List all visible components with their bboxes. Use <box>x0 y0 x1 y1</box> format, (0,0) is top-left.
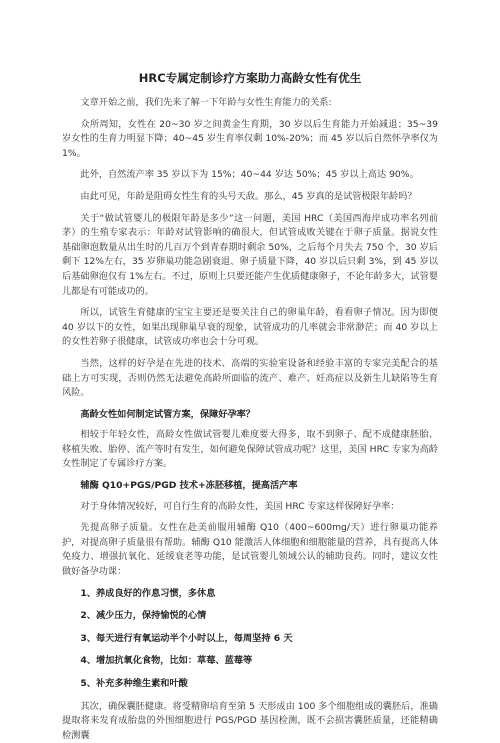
section-heading: 辅酶 Q10+PGS/PGD 技术+冻胚移植，提高活产率 <box>80 480 298 492</box>
list-item: 2、减少压力，保持愉悦的心情 <box>80 610 207 622</box>
list-item: 1、养成良好的作息习惯，多休息 <box>80 587 216 599</box>
paragraph: 文章开始之前，我们先来了解一下年龄与女性生育能力的关系: <box>80 97 332 108</box>
paragraph: 此外，自然流产率 35 岁以下为 15%；40~44 岁达 50%；45 岁以上高达 90%。 <box>80 169 419 181</box>
list-item: 4、增加抗氧化食物，比如：草莓、蓝莓等 <box>80 655 253 667</box>
document-title: HRC专属定制诊疗方案助力高龄女性有优生 <box>138 71 362 85</box>
paragraph: 先提高卵子质量。女性在赴美前服用辅酶 Q10（400~600mg/天）进行卵巢功能养护，对提高卵子质量很有帮助。辅酶 Q10 能激活人体细胞和细胞能量的营养，具有提高人体免疫力、增强抗氧化、延缓衰老等功能，是试管婴儿领域公认的辅助良药。同时，建议女性做好备孕功课： <box>62 522 438 578</box>
paragraph: 由此可见，年龄是阻碍女性生育的头号天敌。那么，45 岁真的是试管极限年龄吗？ <box>80 190 417 202</box>
paragraph: 其次，确保囊胚健康。将受精卵培育至第 5 天形成由 100 多个细胞组成的囊胚后，准确提取将来发育成胎盘的外围细胞进行 PGS/PGD 基因检测，既不会损害囊胚质量，还能精确检测囊 <box>62 700 438 741</box>
paragraph: 对于身体情况较好，可自行生育的高龄女性，美国 HRC 专家这样保障好孕率： <box>80 500 400 512</box>
list-item: 3、每天进行有氧运动半个小时以上，每周坚持 6 天 <box>80 632 293 644</box>
list-item: 5、补充多种维生素和叶酸 <box>80 678 188 689</box>
paragraph: 相较于年轻女性，高龄女性做试管婴儿难度要大得多，取不到卵子、配不成健康胚胎、移植失败、胎停、流产等时有发生，如何避免保障试管成功呢？这里，美国 HRC 专家为高龄女性制定了专属诊疗方案。 <box>62 429 438 470</box>
paragraph: 当然，这样的好孕是在先进的技术、高端的实验室设备和经验丰富的专家完美配合的基础上方可实现，否则仍然无法避免高龄所面临的流产、难产、妊高症以及新生儿缺陷等生育风险。 <box>62 357 438 399</box>
paragraph: 所以，试管生育健康的宝宝主要还是要关注自己的卵巢年龄，看看卵子情况。因为即便 40 岁以下的女性，如果出现卵巢早衰的现象，试管成功的几率就会非常渺茫；而 40 岁以上的女性若卵子很健康，试管成功率也会十分可观。 <box>62 307 438 348</box>
section-heading: 高龄女性如何制定试管方案，保障好孕率？ <box>80 408 255 420</box>
paragraph: 关于“做试管婴儿的极限年龄是多少”这一问题，美国 HRC（美国西海岸成功率名列前茅）的生殖专家表示：年龄对试管影响的确很大，但试管成败关键在于卵子质量。据说女性基础卵泡数量从出生时的几百万个到青春期时剩余 50%，之后每个月失去 750 个，30 岁后剩下 12%左右，35 岁卵巢功能急剧衰退、卵子质量下降，40 岁以后只剩 3%，到 45 岁以后基础卵泡仅有 1%左右。不过，原则上只要还能产生优质健康卵子，不论年龄多大，试管婴儿都是有可能成功的。 <box>62 212 438 297</box>
paragraph: 众所周知，女性在 20~30 岁之间黄金生育期，30 岁以后生育能力开始减退；35~39 岁女性的生育力明显下降；40~45 岁生育率仅剩 10%-20%；而 45 岁以后自然怀孕率仅为 1%。 <box>62 118 438 159</box>
